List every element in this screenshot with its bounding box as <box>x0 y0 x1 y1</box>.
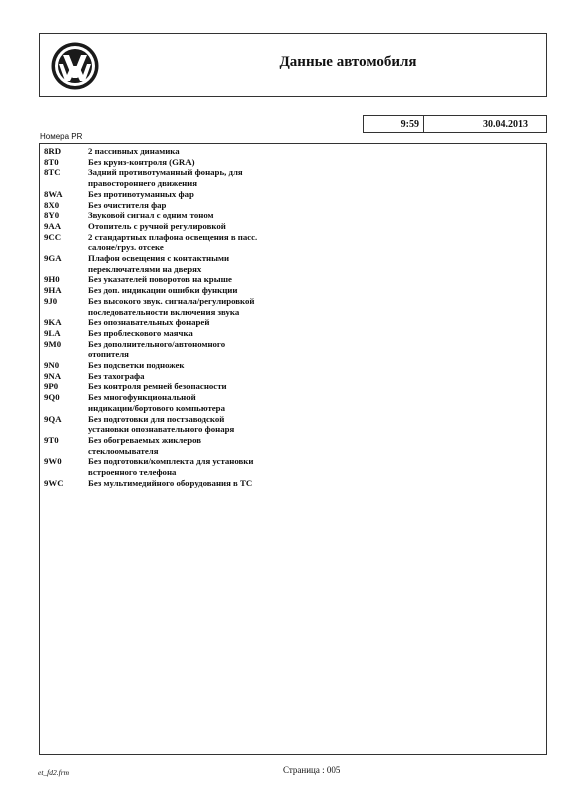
pr-list-item <box>40 285 546 296</box>
page-title: Данные автомобиля <box>279 54 417 70</box>
pr-description: Без многофункциональной индикации/бортового компьютера <box>88 392 225 413</box>
pr-list-item <box>40 157 546 168</box>
pr-list-item <box>40 200 546 211</box>
pr-code: 9M0 <box>44 338 62 349</box>
pr-list-item <box>40 232 546 253</box>
time-date-box <box>363 115 547 133</box>
pr-list-item <box>40 146 546 157</box>
pr-code: 9T0 <box>44 434 59 445</box>
pr-description: Без тахографа <box>88 370 145 381</box>
pr-description: Без дополнительного/автономного отопителя <box>88 338 226 360</box>
pr-description: 2 стандартных плафона освещения в пасс. салоне/груз. отсеке <box>88 231 258 253</box>
pr-list-item <box>40 360 546 371</box>
pr-list-item <box>40 381 546 392</box>
pr-list-item <box>40 317 546 328</box>
pr-list-item <box>40 414 546 435</box>
pr-code: 9WC <box>44 477 64 488</box>
pr-description: Без мультимедийного оборудования в ТС <box>88 477 253 488</box>
pr-code: 8RD <box>44 146 62 156</box>
pr-code: 9H0 <box>44 274 60 285</box>
pr-code: 9QA <box>44 413 62 424</box>
pr-list-item <box>40 274 546 285</box>
pr-list-item <box>40 296 546 317</box>
footer-file-name: et_fd2.frm <box>38 768 70 777</box>
pr-description: Отопитель с ручной регулировкой <box>88 220 226 231</box>
pr-code: 9W0 <box>44 456 62 467</box>
pr-code: 9GA <box>44 253 62 264</box>
date-value: 30.04.2013 <box>483 118 528 130</box>
pr-code: 9HA <box>44 285 62 296</box>
pr-description: Без контроля ремней безопасности <box>88 381 227 392</box>
pr-description: Без обогреваемых жиклеров стеклоомывателя <box>88 434 202 456</box>
pr-description: Без противотуманных фар <box>88 188 194 199</box>
pr-list-item <box>40 456 546 477</box>
pr-code: 9LA <box>44 327 61 338</box>
pr-list-item <box>40 339 546 360</box>
section-label: Номера PR <box>40 132 83 141</box>
pr-code: 8T0 <box>44 156 59 167</box>
pr-list-item <box>40 189 546 200</box>
pr-description: Без очистителя фар <box>88 199 167 210</box>
pr-content-box <box>39 143 547 755</box>
pr-description: Задний противотуманный фонарь, для правостороннего движения <box>88 167 243 189</box>
pr-code: 9AA <box>44 220 62 231</box>
pr-description: Без проблескового маячка <box>88 327 193 338</box>
pr-list-item <box>40 221 546 232</box>
pr-code: 8TC <box>44 167 61 178</box>
pr-list-item <box>40 478 546 489</box>
pr-code: 9KA <box>44 317 62 328</box>
pr-description: Без круиз-контроля (GRA) <box>88 156 195 167</box>
pr-list-item <box>40 392 546 413</box>
pr-code: 9CC <box>44 231 62 242</box>
header-box <box>39 33 547 97</box>
pr-list-item <box>40 328 546 339</box>
pr-list-item <box>40 371 546 382</box>
vw-logo-icon <box>50 41 100 91</box>
pr-description: Без подсветки подножек <box>88 360 185 371</box>
pr-description: Без доп. индикации ошибки функции <box>88 285 238 296</box>
footer-page-number: Страница : 005 <box>283 765 341 775</box>
pr-code: 9N0 <box>44 360 60 371</box>
pr-description: Звуковой сигнал с одним тоном <box>88 210 214 221</box>
pr-code: 8WA <box>44 188 63 199</box>
pr-description: 2 пассивных динамика <box>88 146 180 156</box>
pr-description: Без указателей поворотов на крыше <box>88 274 232 285</box>
pr-code: 8X0 <box>44 199 60 210</box>
pr-list-item <box>40 210 546 221</box>
pr-list-item <box>40 435 546 456</box>
pr-list-item <box>40 167 546 188</box>
pr-description: Без высокого звук. сигнала/регулировкой последовательности включения звука <box>88 295 255 317</box>
pr-code: 9NA <box>44 370 62 381</box>
pr-description: Без подготовки для постзаводской установки опознавательного фонаря <box>88 413 235 435</box>
pr-list <box>40 146 546 489</box>
pr-list-item <box>40 253 546 274</box>
pr-description: Плафон освещения с контактными переключателями на дверях <box>88 253 230 274</box>
pr-code: 8Y0 <box>44 210 60 221</box>
pr-code: 9J0 <box>44 295 58 306</box>
pr-description: Без опознавательных фонарей <box>88 317 210 328</box>
time-value: 9:59 <box>364 116 424 132</box>
pr-code: 9Q0 <box>44 392 60 403</box>
pr-description: Без подготовки/комплекта для установки встроенного телефона <box>88 456 254 478</box>
pr-code: 9P0 <box>44 381 59 392</box>
